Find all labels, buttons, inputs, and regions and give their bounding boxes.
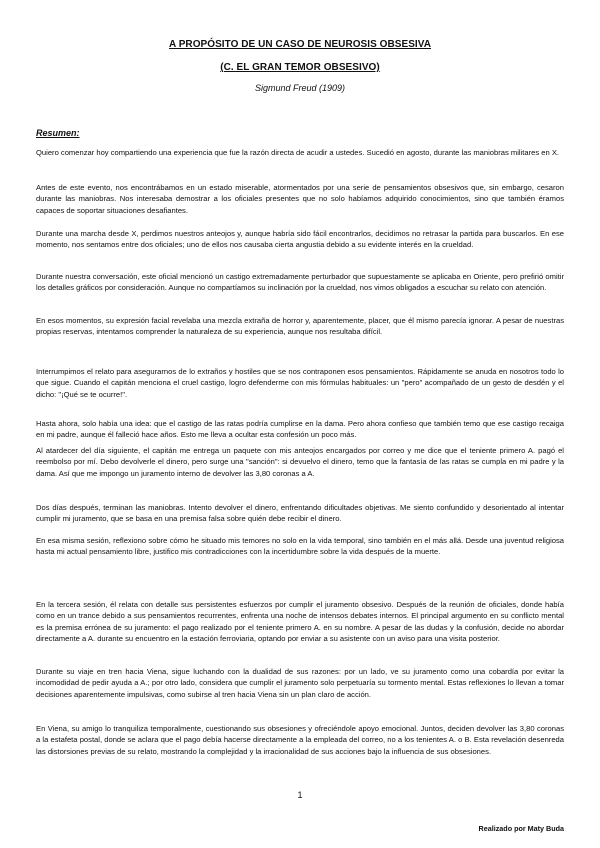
paragraph-8: Al atardecer del día siguiente, el capitán me entrega un paquete con mis anteojos encargados por correo y me dice que el teniente primero A. pagó el reembolso por mí. Debo devolverle el dinero, pero surge una "sanción": si devuelvo el dinero, temo que la fantasía de las ratas se cumpla en mi padre y la dama. Así que me impongo un juramento interno de devolver las 3,80 coronas a A. [36, 446, 564, 478]
paragraph-10: En esa misma sesión, reflexiono sobre cómo he situado mis temores no solo en la vida temporal, sino también en el más allá. Desde una juventud religiosa hasta mi actual pensamiento libre, justifico mis contradicciones con la incertidumbre sobre la vida después de la muerte. [36, 536, 564, 557]
paragraph-3: Durante una marcha desde X, perdimos nuestros anteojos y, aunque habría sido fácil encontrarlos, decidimos no retrasar la partida para buscarlos. En ese momento, nos sentamos entre dos oficiales; uno de ellos nos causaba cierta angustia debido a su evidente interés en la crueldad. [36, 229, 564, 250]
paragraph-6: Interrumpimos el relato para asegurarnos de lo extraños y hostiles que se nos contraponen esos pensamientos. Rápidamente se anuda en nosotros todo lo que sigue. Cuando el capitán menciona el cruel castigo, logro defenderme con mis fórmulas habituales: un "pero" acompañado de un gesto de desdén y el dicho: "¡Qué se te ocurre!". [36, 367, 564, 399]
paragraph-9: Dos días después, terminan las maniobras. Intento devolver el dinero, enfrentando dificultades objetivas. Me siento confundido y desorientado al intentar cumplir mi juramento, que se basa en una premisa falsa sobre quién debe recibir el dinero. [36, 503, 564, 524]
paragraph-5: En esos momentos, su expresión facial revelaba una mezcla extraña de horror y, aparentemente, placer, que él mismo parecía ignorar. A pesar de nuestras propias reservas, intentamos comprender la naturaleza de su experiencia, aunque nos resultaba difícil. [36, 316, 564, 337]
document-author: Sigmund Freud (1909) [254, 83, 346, 93]
paragraph-1: Quiero comenzar hoy compartiendo una experiencia que fue la razón directa de acudir a ustedes. Sucedió en agosto, durante las maniobras militares en X. [36, 148, 560, 157]
paragraph-2: Antes de este evento, nos encontrábamos en un estado miserable, atormentados por una serie de pensamientos obsesivos que, sin embargo, cesaron durante las maniobras. Nos interesaba demostrar a los oficiales presentes que no solo habíamos adquirido conocimientos, sino que también éramos capaces de soportar situaciones desafiantes. [36, 183, 564, 215]
paragraph-13: En Viena, su amigo lo tranquiliza temporalmente, cuestionando sus obsesiones y ofreciéndole apoyo emocional. Juntos, deciden devolver las 3,80 coronas a la estafeta postal, donde se aclara que el pago debía hacerse directamente a la empleada del correo, no a los tenientes A. o B. Esta revelación desenreda las distorsiones previas de su relato, mostrando la complejidad y la irracionalidad de sus acciones bajo la influencia de sus obsesiones. [36, 724, 564, 756]
document-subtitle: (C. EL GRAN TEMOR OBSESIVO) [220, 62, 380, 73]
section-heading: Resumen: [36, 128, 80, 138]
paragraph-12: Durante su viaje en tren hacia Viena, sigue luchando con la dualidad de sus razones: por un lado, ve su juramento como una cobardía por evitar la incomodidad de pedir ayuda a A.; por otro lado, considera que cumplir el juramento solo perpetuaría su tormento mental. Estas reflexiones lo llevan a tomar decisiones aparentemente impulsivas, como subirse al tren hacia Viena sin un plan claro de acción. [36, 667, 564, 699]
document-title: A PROPÓSITO DE UN CASO DE NEUROSIS OBSESIVA [168, 39, 431, 50]
paragraph-7: Hasta ahora, solo había una idea: que el castigo de las ratas podría cumplirse en la dama. Pero ahora confieso que también temo que ese castigo recaiga en mi padre, aunque él falleció hace años. Esto me lleva a ocultar esta confesión un poco más. [36, 419, 564, 440]
paragraph-11: En la tercera sesión, él relata con detalle sus persistentes esfuerzos por cumplir el juramento obsesivo. Después de la reunión de oficiales, donde había como en un trance debido a sus pensamientos recurrentes, enfrenta una noche de intensos debates internos. El principal argumento en su conflicto mental es la premisa errónea de su juramento: el pago realizado por el teniente primero A. en su nombre. A pesar de las dudas y la confusión, decide no abordar directamente a A. durante su encuentro en la estación ferroviaria, optando por enviar a su asistente con un aviso para una visita posterior. [36, 600, 564, 643]
page-number: 1 [297, 790, 303, 800]
footer-credit: Realizado por Maty Buda [478, 824, 564, 833]
paragraph-4: Durante nuestra conversación, este oficial mencionó un castigo extremadamente perturbador que supuestamente se aplicaba en Oriente, pero prefirió omitir los detalles gráficos por consideración. Aunque no compartíamos su inclinación por la crueldad, nos vimos obligados a escuchar su relato con atención. [36, 272, 564, 293]
